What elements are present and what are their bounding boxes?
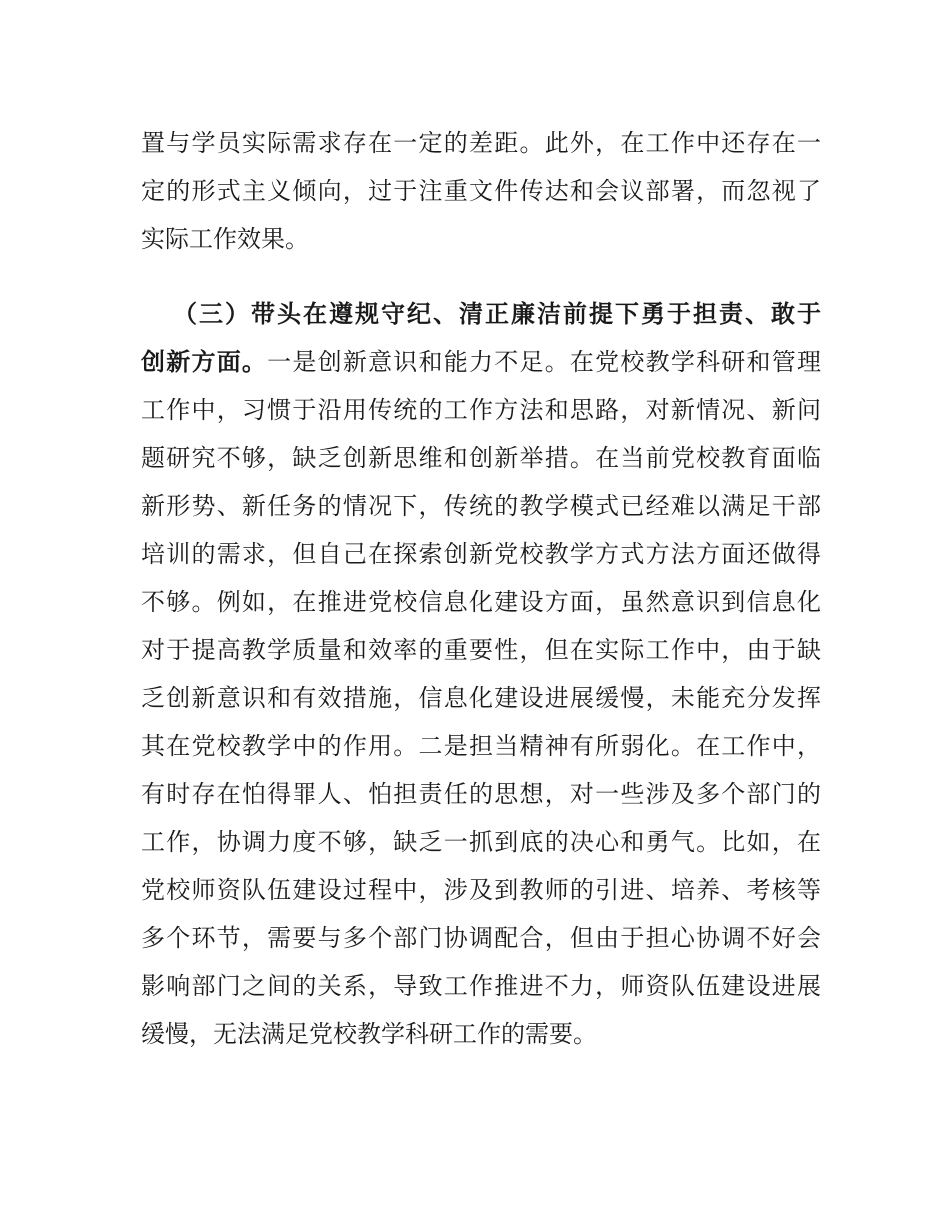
paragraph-2-line-4: 题研究不够，缺乏创新思维和创新举措。在当前党校教育面临 [141, 444, 821, 472]
paragraph-2-line-13: 党校师资队伍建设过程中，涉及到教师的引进、培养、考核等 [141, 876, 821, 904]
paragraph-1-line-3: 实际工作效果。 [141, 225, 309, 253]
paragraph-2-line-2 [141, 338, 821, 386]
paragraph-2-line-14: 多个环节，需要与多个部门协调配合，但由于担心协调不好会 [141, 924, 821, 952]
paragraph-2-line-12: 工作，协调力度不够，缺乏一抓到底的决心和勇气。比如，在 [141, 828, 821, 856]
document-body [141, 119, 821, 1058]
paragraph-2-line-6: 培训的需求，但自己在探索创新党校教学方式方法方面还做得 [141, 540, 821, 568]
paragraph-2-line-10: 其在党校教学中的作用。二是担当精神有所弱化。在工作中， [141, 732, 821, 760]
paragraph-2-line-7: 不够。例如，在推进党校信息化建设方面，虽然意识到信息化 [141, 588, 821, 616]
section-heading-line-1: （三）带头在遵规守纪、清正廉洁前提下勇于担责、敢于 [173, 300, 821, 328]
paragraph-2-line-3: 工作中，习惯于沿用传统的工作方法和思路，对新情况、新问 [141, 396, 821, 424]
paragraph-2-line-15: 影响部门之间的关系，导致工作推进不力，师资队伍建设进展 [141, 972, 821, 1000]
paragraph-2-line-16: 缓慢，无法满足党校教学科研工作的需要。 [141, 1020, 597, 1048]
paragraph-2-line-5: 新形势、新任务的情况下，传统的教学模式已经难以满足干部 [141, 492, 821, 520]
section-heading-line-2: 创新方面。 [141, 348, 268, 376]
paragraph-2-line-11: 有时存在怕得罪人、怕担责任的思想，对一些涉及多个部门的 [141, 780, 821, 808]
paragraph-gap [141, 263, 821, 290]
paragraph-1-line-2: 定的形式主义倾向，过于注重文件传达和会议部署，而忽视了 [141, 177, 821, 205]
paragraph-2-line-8: 对于提高教学质量和效率的重要性，但在实际工作中，由于缺 [141, 636, 821, 664]
paragraph-2-line-9: 乏创新意识和有效措施，信息化建设进展缓慢，未能充分发挥 [141, 684, 821, 712]
paragraph-1-line-1: 置与学员实际需求存在一定的差距。此外，在工作中还存在一 [141, 129, 821, 157]
paragraph-2-line-2-text: 一是创新意识和能力不足。在党校教学科研和管理 [267, 348, 822, 376]
